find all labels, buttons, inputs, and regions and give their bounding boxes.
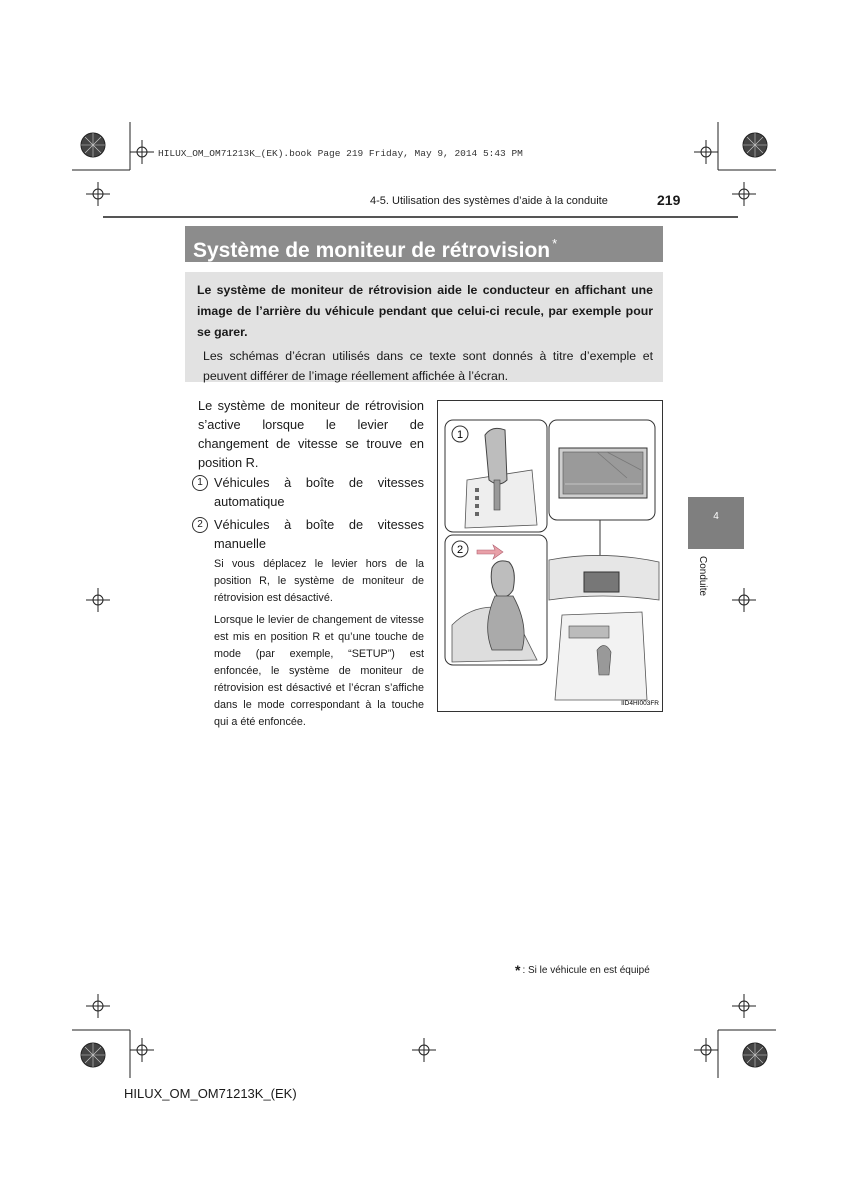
note-mode-button: Lorsque le levier de changement de vitesse est mis en position R et qu’une touche de mode (par exemple, “SETUP”) est enfoncée, le système de moniteur de rétrovision est désactivé et l’écran s’affiche dans le mode correspondant à la touche qui a été enfoncée.: [214, 614, 424, 728]
footnote: [515, 962, 650, 978]
print-slug: HILUX_OM_OM71213K_(EK).book Page 219 Friday, May 9, 2014 5:43 PM: [158, 148, 523, 159]
title-text: Système de moniteur de rétrovision: [193, 239, 551, 262]
summary-lead: Le système de moniteur de rétrovision aide le conducteur en affichant une image de l’arrière du véhicule pendant que celui-ci recule, par exemple pour se garer.: [197, 283, 653, 339]
page-number: 219: [657, 192, 681, 208]
summary-note: Les schémas d’écran utilisés dans ce texte sont donnés à titre d’exemple et peuvent différer de l’image réellement affichée à l’écran.: [203, 349, 653, 383]
chapter-label: Conduite: [697, 556, 708, 597]
intro-paragraph: Le système de moniteur de rétrovision s’active lorsque le levier de changement de vitesse se trouve en position R.: [198, 398, 424, 470]
note-deactivation: Si vous déplacez le levier hors de la position R, le système de moniteur de rétrovision est désactivé.: [214, 558, 424, 604]
illustration: [437, 400, 663, 712]
image-caption: IID4HI003FR: [621, 700, 659, 707]
page-title: [185, 226, 663, 262]
title-marker: *: [552, 236, 558, 251]
item-text: Véhicules à boîte de vitesses automatique: [214, 475, 424, 509]
item-number: 1: [192, 475, 208, 491]
header-rule: [103, 216, 738, 218]
callout-1: 1: [456, 429, 464, 441]
item-text: Véhicules à boîte de vitesses manuelle: [214, 517, 424, 551]
footnote-marker: *: [515, 962, 521, 978]
summary-box: [185, 272, 663, 382]
footnote-text: : Si le véhicule en est équipé: [522, 965, 650, 976]
footer-code: HILUX_OM_OM71213K_(EK): [124, 1086, 297, 1101]
chapter-number: 4: [713, 511, 719, 522]
chapter-tab: [688, 497, 744, 549]
list-item-manual: [192, 515, 424, 555]
list-item-automatic: [192, 473, 424, 513]
item-number: 2: [192, 517, 208, 533]
callout-2: 2: [456, 544, 464, 556]
section-header: 4-5. Utilisation des systèmes d’aide à la conduite: [370, 195, 608, 207]
